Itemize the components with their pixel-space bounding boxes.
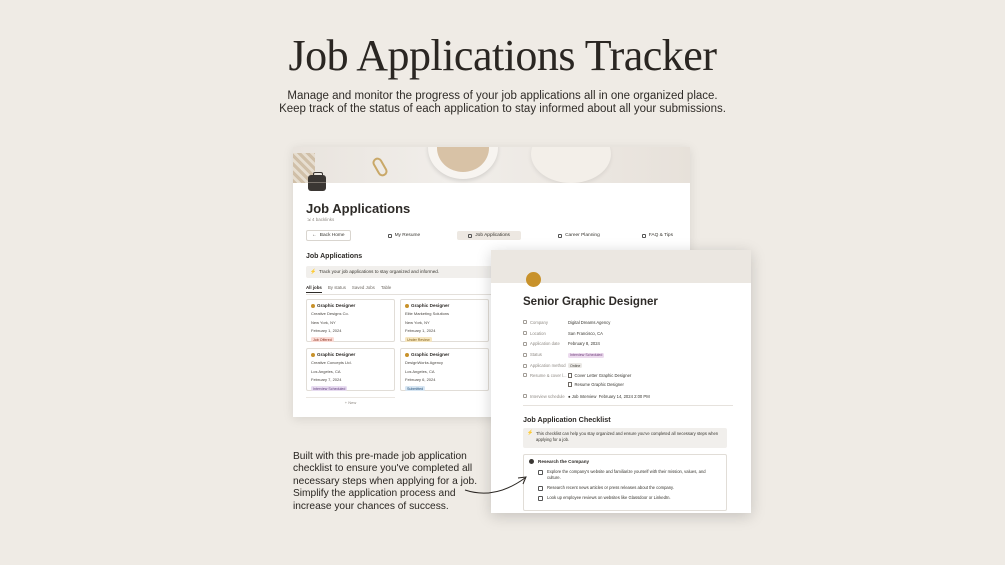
job-card[interactable]	[400, 299, 489, 342]
todo-item	[538, 495, 718, 501]
property-key: Interview schedule	[530, 393, 565, 399]
briefcase-icon	[468, 234, 472, 238]
job-card-title: Graphic Designer	[317, 352, 356, 357]
property-status[interactable]	[523, 349, 733, 360]
todo-text: Research recent news articles or press releases about the company.	[547, 485, 675, 490]
property-company[interactable]	[523, 317, 733, 328]
job-card-company: DesignWorks Agency	[405, 360, 443, 365]
status-badge: Under Review	[407, 337, 430, 342]
hero-title: Job Applications Tracker	[288, 31, 717, 80]
property-interview-schedule[interactable]	[523, 391, 733, 402]
new-card-button[interactable]: + New	[306, 397, 395, 406]
location-pin-icon	[523, 331, 527, 335]
paperclip-icon	[523, 373, 527, 377]
page-icon	[526, 272, 541, 287]
job-card-date: February 6, 2024	[405, 377, 436, 382]
job-dot-icon	[311, 304, 315, 308]
divider	[523, 405, 733, 406]
job-card-title: Graphic Designer	[411, 303, 450, 308]
property-key: Location	[530, 330, 546, 336]
todo-item	[538, 469, 718, 481]
tab-divider	[306, 294, 506, 295]
job-dot-icon	[311, 353, 315, 357]
status-badge: Submitted	[407, 386, 424, 391]
file-icon	[568, 373, 572, 378]
nav-job-applications[interactable]	[457, 231, 521, 240]
check-circle-icon	[529, 459, 534, 464]
todo-text: Look up employee reviews on websites like Glassdoor or LinkedIn.	[547, 495, 671, 500]
checklist-title: Job Application Checklist	[523, 415, 611, 424]
method-badge: Online	[570, 363, 581, 368]
status-icon	[523, 353, 527, 357]
tab-table[interactable]: Table	[380, 285, 392, 290]
properties	[523, 317, 733, 402]
job-dot-icon	[405, 304, 409, 308]
hero-subtitle-line-2: Keep track of the status of each application to stay informed about all your submissions.	[279, 103, 726, 115]
clock-icon	[523, 394, 527, 398]
job-card-date: February 7, 2024	[311, 377, 342, 382]
top-navigation	[306, 231, 678, 240]
job-card-title: Graphic Designer	[411, 352, 450, 357]
section-title: Job Applications	[306, 253, 363, 260]
backlinks-label: 4 backlinks	[312, 217, 335, 222]
job-card[interactable]	[400, 348, 489, 391]
property-location[interactable]	[523, 328, 733, 339]
job-card-date: February 1, 2024	[311, 328, 342, 333]
calendar-icon	[523, 342, 527, 346]
nav-back-home[interactable]	[306, 230, 351, 241]
backlinks-link[interactable]: ⇲ 4 backlinks	[307, 217, 335, 222]
file-name: Cover Letter Graphic Designer	[574, 372, 632, 378]
property-key: Application method	[530, 363, 566, 369]
nav-label: My Resume	[394, 233, 421, 238]
property-key: Resume & cover l...	[530, 372, 567, 378]
property-value: February 8, 2024	[568, 341, 600, 347]
tab-saved-jobs[interactable]: Saved Jobs	[351, 285, 375, 290]
briefcase-icon	[308, 175, 326, 191]
interview-link[interactable]: ● Job Interview	[568, 393, 597, 399]
hero-subtitle	[0, 90, 1005, 116]
job-card-company: Creative Designs Co.	[311, 311, 349, 316]
job-card-location: New York, NY	[311, 319, 336, 325]
job-card-company: Creative Concepts Ltd.	[311, 360, 352, 365]
paperclip-decoration	[371, 156, 390, 178]
tab-by-status[interactable]: By status	[327, 285, 346, 290]
description-text: Built with this pre-made job application checklist to ensure you've completed all necessary steps when applying for a job. Simplify the application process and increase your chances of success.	[293, 451, 478, 512]
page-title: Senior Graphic Designer	[523, 296, 658, 308]
resume-icon	[388, 234, 392, 238]
page-cover	[293, 147, 690, 183]
nav-faq-tips[interactable]	[637, 231, 678, 240]
toggle-title: Research the Company	[538, 459, 590, 464]
todo-item	[538, 485, 718, 491]
plate-decoration	[531, 147, 611, 183]
planning-icon	[558, 234, 562, 238]
method-icon	[523, 364, 527, 368]
property-application-method[interactable]	[523, 360, 733, 371]
property-value: San Francisco, CA	[568, 330, 603, 336]
interview-title: Job Interview	[571, 393, 597, 399]
file-link[interactable]	[568, 373, 631, 378]
status-badge: Interview Scheduled	[570, 353, 603, 358]
todo-text: Explore the company's website and familiarize yourself with their mission, values, and culture.	[547, 469, 706, 480]
coffee-cup-decoration	[428, 147, 498, 179]
todo-checkbox[interactable]	[538, 470, 543, 475]
file-name: Resume Graphic Designer	[574, 381, 624, 387]
job-card-location: Los Angeles, CA	[405, 368, 435, 374]
file-link[interactable]	[568, 382, 631, 387]
job-card-title: Graphic Designer	[317, 303, 356, 308]
research-toggle	[523, 454, 727, 511]
property-key: Application date	[530, 341, 560, 347]
job-card[interactable]	[306, 348, 395, 391]
tab-all-jobs[interactable]: All jobs	[306, 285, 322, 293]
property-key: Company	[530, 319, 548, 325]
property-key: Status	[530, 352, 542, 358]
job-dot-icon	[405, 353, 409, 357]
nav-career-planning[interactable]	[553, 231, 605, 240]
job-card-location: New York, NY	[405, 319, 430, 325]
arrow-left-icon: ←	[312, 233, 317, 238]
interview-date: February 14, 2024 2:00 PM	[598, 393, 650, 399]
job-card[interactable]	[306, 299, 395, 342]
file-icon	[568, 382, 572, 387]
nav-label: FAQ & Tips	[648, 233, 673, 238]
callout: ⚡ Track your job applications to stay organized and informed.	[306, 266, 506, 278]
todo-checkbox[interactable]	[538, 496, 543, 501]
nav-label: Job Applications	[475, 233, 510, 238]
property-value: Digital Dreams Agency	[568, 319, 611, 325]
job-card-location: Los Angeles, CA	[311, 368, 341, 374]
curved-arrow-icon	[463, 470, 533, 500]
callout: ⚡ This checklist can help you stay organized and ensure you've completed all necessary steps when applying for a job.	[523, 428, 727, 448]
status-badge: Interview Scheduled	[313, 386, 346, 391]
job-card-date: February 1, 2024	[405, 328, 436, 333]
hero-subtitle-line-1: Manage and monitor the progress of your job applications all in one organized place.	[287, 90, 718, 102]
property-application-date[interactable]	[523, 339, 733, 350]
building-icon	[523, 320, 527, 324]
nav-label: Back Home	[319, 233, 345, 238]
property-resume[interactable]	[523, 371, 733, 391]
page-title: Job Applications	[306, 201, 411, 216]
toggle-header[interactable]	[529, 459, 589, 464]
nav-label: Career Planning	[565, 233, 600, 238]
status-badge: Job Offered	[313, 337, 332, 342]
nav-my-resume[interactable]	[383, 231, 426, 240]
todo-checkbox[interactable]	[538, 486, 543, 491]
view-tabs	[306, 285, 391, 293]
job-card-company: Elite Marketing Solutions	[405, 311, 450, 316]
faq-icon	[642, 234, 646, 238]
